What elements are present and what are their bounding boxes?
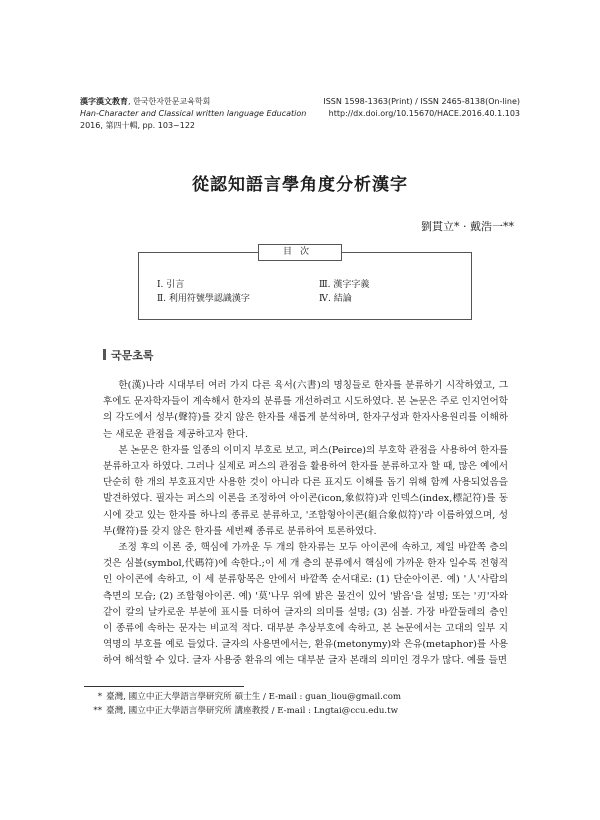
table-of-contents xyxy=(138,252,472,320)
heading-bar xyxy=(103,349,106,360)
footnote-text: 臺灣, 國立中正大學語言學研究所 碩士生 / E-mail : guan_liou@gmail.com xyxy=(106,692,402,702)
toc-item: Ⅱ. 利用符號學認識漢字 xyxy=(157,294,250,304)
abstract-heading-label: 국문초록 xyxy=(111,349,154,362)
publication-ids xyxy=(323,96,520,120)
journal-name-ko: , 한국한자한문교육학회 xyxy=(128,97,211,106)
footnote-mark: ** xyxy=(93,706,102,716)
journal-name: 漢字漢文教育 xyxy=(80,97,128,106)
toc-item: Ⅳ. 結論 xyxy=(319,294,352,304)
footnote-divider xyxy=(84,686,244,687)
toc-heading: 目次 xyxy=(258,244,342,261)
toc-item: Ⅰ. 引言 xyxy=(157,280,185,290)
toc-item: Ⅲ. 漢字字義 xyxy=(319,280,370,290)
abstract-paragraph: 본 논문은 한자를 일종의 이미지 부호로 보고, 퍼스(Peirce)의 부호학 관점을 사용하여 한자를 분류하고자 하였다. 그러나 실제로 퍼스의 관점을 활용하여 한자를 분류하고자 할 때, 많은 예에서 단순히 한 개의 부호표지만 사용한 것이 아니라 다른 표지도 이해를 돕기 위해 함께 사용되었음을 발견하였다. 필자는 퍼스의 이론을 조정하여 아이콘(icon,象似符)과 인덱스(index,標記符)를 동시에 갖고 있는 한자를 하나의 종류로 분류하고, '조합형아이콘(組合象似符)'라 이름하였으며, 성부(聲符)를 갖지 않은 한자를 세번째 종류로 분류하여 토론하였다. xyxy=(103,444,508,537)
paper-title: 從認知語言學角度分析漢字 xyxy=(192,175,408,195)
abstract-paragraph: 조정 후의 이론 중, 핵심에 가까운 두 개의 한자류는 모두 아이콘에 속하고, 제일 바깥쪽 층의 것은 심볼(symbol,代碼符)에 속한다.;이 세 개 층의 분류에서 핵심에 가까운 한자 일수록 전형적인 아이콘에 속하고, 이 세 분류항목은 안에서 바깥쪽 순서대로: (1) 단순아이콘. 예) '人'사람의 측면의 모습; (2) 조합형아이콘. 예) '莫'나무 위에 밝은 물건이 있어 '밝음'을 설명; 또는 '刃'자와 같이 칼의 날카로운 부분에 표시를 더하여 글자의 의미를 설명; (3) 심볼. 가장 바깥둘레의 층인 이 종류에 속하는 문자는 비교적 적다. 대부분 추상부호에 속하고, 본 논문에서는 고대의 일부 지역명의 부호를 예로 들었다. 글자의 사용면에서는, 환유(metonymy)와 은유(metaphor)를 사용하여 해석할 수 있다. 글자 사용중 환유의 예는 대부분 글자 본래의 의미인 경우가 많다. 예를 들면 xyxy=(103,542,508,667)
footnotes xyxy=(84,690,401,718)
journal-english-name: Han-Character and Classical written language Education xyxy=(80,109,307,118)
issn: ISSN 1598-1363(Print) / ISSN 2465-8138(On-line) xyxy=(323,97,520,106)
footnote xyxy=(84,704,401,718)
abstract-heading xyxy=(103,347,154,363)
abstract-body xyxy=(103,378,508,670)
footnote-text: 臺灣, 國立中正大學語言學研究所 講座教授 / E-mail : Lngtai@ccu.edu.tw xyxy=(106,706,398,716)
authors: 劉貫立* · 戴浩一** xyxy=(421,220,514,233)
abstract-paragraph: 한(漢)나라 시대부터 여러 가지 다른 육서(六書)의 명칭들로 한자를 분류하기 시작하였고, 그 후에도 문자학자들이 계속해서 한자의 분류를 개선하려고 시도하였다. 본 논문은 주로 인지언어학의 각도에서 성부(聲符)를 갖지 않은 한자를 새롭게 분석하며, 한자구성과 한자사용원리를 이해하는 새로운 관점을 제공하고자 한다. xyxy=(103,380,508,440)
footnote xyxy=(84,690,401,704)
doi-link[interactable]: http://dx.doi.org/10.15670/HACE.2016.40.1.103 xyxy=(328,109,520,118)
issue-info: 2016, 第四十輯, pp. 103~122 xyxy=(80,121,196,130)
journal-info xyxy=(80,96,306,132)
footnote-mark: * xyxy=(97,692,102,702)
